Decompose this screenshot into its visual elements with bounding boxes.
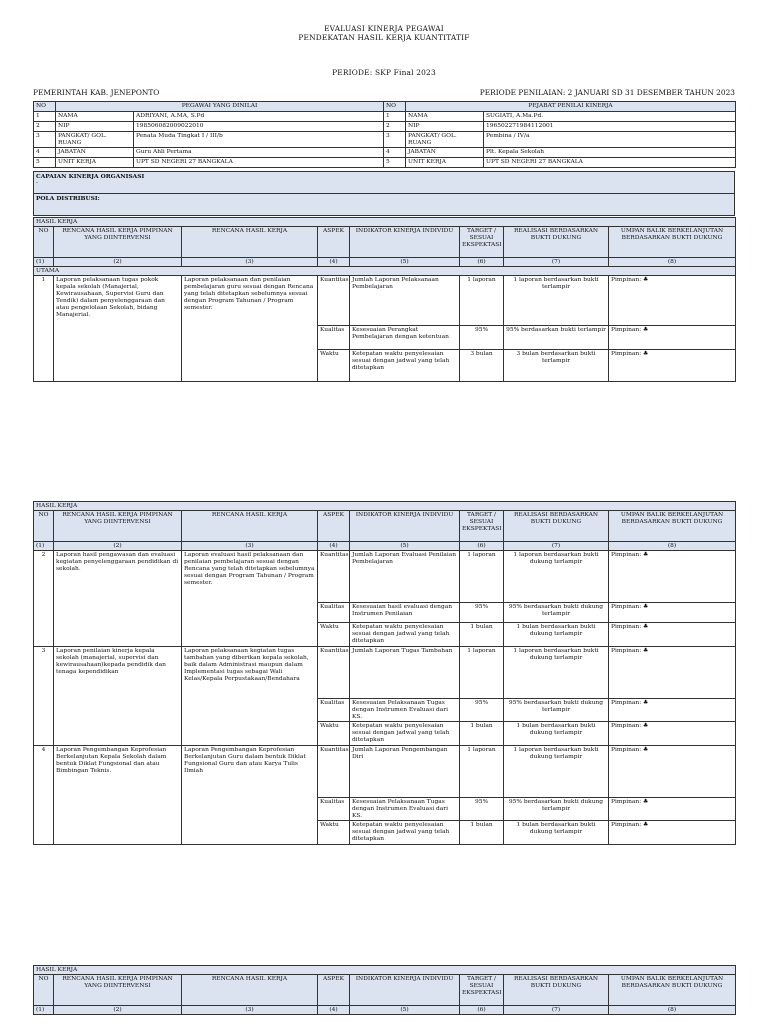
col-rhk-header: RENCANA HASIL KERJA <box>182 975 318 1006</box>
target-cell: 95% <box>460 798 504 821</box>
col-number-3: (3) <box>182 542 318 551</box>
pegawai-value: Guru Ahli Pertama <box>134 148 384 158</box>
info-no-right: 3 <box>384 132 406 148</box>
col-indikator-header: INDIKATOR KINERJA INDIVIDU <box>350 227 460 258</box>
col-target-header: TARGET / SESUAI EKSPEKTASI <box>460 227 504 258</box>
aspek-cell: Kualitas <box>318 798 350 821</box>
penilai-value: Plt. Kepala Sekolah <box>484 148 736 158</box>
col-number-4: (4) <box>318 1006 350 1015</box>
col-number-5: (5) <box>350 258 460 267</box>
hasil-kerja-row <box>34 276 736 326</box>
aspek-cell: Waktu <box>318 623 350 647</box>
hasil-kerja-table-2 <box>33 501 736 845</box>
aspek-cell: Kuantitas <box>318 647 350 699</box>
pegawai-value: 198506082009022010 <box>134 122 384 132</box>
hasil-kerja-row <box>34 746 736 798</box>
info-no: 5 <box>34 158 56 168</box>
col-indikator-header: INDIKATOR KINERJA INDIVIDU <box>350 975 460 1006</box>
col-target-header: TARGET / SESUAI EKSPEKTASI <box>460 975 504 1006</box>
info-no-right: 2 <box>384 122 406 132</box>
col-aspek-header: ASPEK <box>318 227 350 258</box>
info-label-right: JABATAN <box>406 148 484 158</box>
col-rhk-header: RENCANA HASIL KERJA <box>182 511 318 542</box>
aspek-cell: Kualitas <box>318 603 350 623</box>
info-no-header-right: NO <box>384 102 406 112</box>
info-no-right: 4 <box>384 148 406 158</box>
info-row <box>34 158 736 168</box>
col-aspek-header: ASPEK <box>318 975 350 1006</box>
info-label-right: PANGKAT/ GOL. RUANG <box>406 132 484 148</box>
indikator-cell: Kesesuaian Pelaksanaan Tugas dengan Instrumen Evaluasi dari KS. <box>350 798 460 821</box>
pegawai-value: UPT SD NEGERI 27 BANGKALA <box>134 158 384 168</box>
umpan-balik-cell: Pimpinan: ♣ <box>609 821 736 845</box>
col-number-6: (6) <box>460 258 504 267</box>
info-label: NIP <box>56 122 134 132</box>
col-number-7: (7) <box>504 258 609 267</box>
col-number-2: (2) <box>54 258 182 267</box>
penilai-value: 196502271984112001 <box>484 122 736 132</box>
penilai-value: UPT SD NEGERI 27 BANGKALA <box>484 158 736 168</box>
realisasi-cell: 3 bulan berdasarkan bukti terlampir <box>504 350 609 382</box>
doc-title-line-2: PENDEKATAN HASIL KERJA KUANTITATIF <box>298 33 470 42</box>
info-label: UNIT KERJA <box>56 158 134 168</box>
realisasi-cell: 1 bulan berdasarkan bukti dukung terlampir <box>504 623 609 647</box>
umpan-balik-cell: Pimpinan: ♣ <box>609 276 736 326</box>
umpan-balik-cell: Pimpinan: ♣ <box>609 350 736 382</box>
col-number-6: (6) <box>460 542 504 551</box>
col-number-1: (1) <box>34 1006 54 1015</box>
info-rows <box>34 112 736 168</box>
aspek-cell: Kualitas <box>318 326 350 350</box>
col-rhk-pimpinan-header: RENCANA HASIL KERJA PIMPINAN YANG DIINTERVENSI <box>54 511 182 542</box>
utama-label: UTAMA <box>34 267 736 276</box>
target-cell: 95% <box>460 603 504 623</box>
rhk-pimpinan-text: Laporan pelaksanaan tugas pokok kepala sekolah (Manajerial, Kewirausahaan, Supervisi Guru dan Tendik) dalam penyelenggaraan dan atau pengelolaan Sekolah, bidang Manajerial. <box>54 276 182 382</box>
col-number-3: (3) <box>182 258 318 267</box>
target-cell: 95% <box>460 326 504 350</box>
col-aspek-header: ASPEK <box>318 511 350 542</box>
col-rhk-header: RENCANA HASIL KERJA <box>182 227 318 258</box>
row-no: 2 <box>34 551 54 647</box>
aspek-cell: Kuantitas <box>318 276 350 326</box>
col-number-5: (5) <box>350 1006 460 1015</box>
realisasi-cell: 95% berdasarkan bukti dukung terlampir <box>504 798 609 821</box>
umpan-balik-cell: Pimpinan: ♣ <box>609 798 736 821</box>
row-no: 1 <box>34 276 54 382</box>
row-no: 3 <box>34 647 54 746</box>
info-no: 3 <box>34 132 56 148</box>
col-umpan-balik-header: UMPAN BALIK BERKELANJUTAN BERDASARKAN BUKTI DUKUNG <box>609 511 736 542</box>
indikator-cell: Ketepatan waktu penyelesaian sesuai dengan jadwal yang telah ditetapkan <box>350 821 460 845</box>
target-cell: 3 bulan <box>460 350 504 382</box>
col-number-8: (8) <box>609 1006 736 1015</box>
umpan-balik-cell: Pimpinan: ♣ <box>609 647 736 699</box>
target-cell: 95% <box>460 699 504 722</box>
aspek-cell: Waktu <box>318 821 350 845</box>
capaian-title: CAPAIAN KINERJA ORGANISASI <box>36 172 145 180</box>
indikator-cell: Kesesuaian Pelaksanaan Tugas dengan Instrumen Evaluasi dari KS. <box>350 699 460 722</box>
aspek-cell: Waktu <box>318 350 350 382</box>
rhk-text: Laporan Pengembangan Keprofesian Berkelanjutan Guru dalam bentuk Diklat Fungsional Guru dan atau Karya Tulis Ilmiah <box>182 746 318 845</box>
umpan-balik-cell: Pimpinan: ♣ <box>609 326 736 350</box>
target-cell: 1 bulan <box>460 821 504 845</box>
rhk-text: Laporan evaluasi hasil pelaksanaan dan penilaian pembelajaran sesuai dengan Rencana yang telah ditetapkan sebelumnya sesuai dengan Program Tahunan / Program semester. <box>182 551 318 647</box>
hasil-kerja-section-title: HASIL KERJA <box>34 502 736 511</box>
realisasi-cell: 1 laporan berdasarkan bukti dukung terlampir <box>504 746 609 798</box>
col-number-2: (2) <box>54 1006 182 1015</box>
col-number-8: (8) <box>609 258 736 267</box>
col-number-2: (2) <box>54 542 182 551</box>
doc-periode: PERIODE: SKP Final 2023 <box>332 68 436 77</box>
rhk-pimpinan-text: Laporan hasil pengawasan dan evaluasi kegiatan penyelenggaraan pendidikan di sekolah. <box>54 551 182 647</box>
col-no-header: NO <box>34 227 54 258</box>
aspek-cell: Waktu <box>318 722 350 746</box>
realisasi-cell: 1 bulan berdasarkan bukti dukung terlampir <box>504 821 609 845</box>
hasil-kerja-table-3 <box>33 965 736 1015</box>
col-no-header: NO <box>34 975 54 1006</box>
rhk-text: Laporan pelaksanaan dan penilaian pembelajaran guru sesuai dengan Rencana yang telah ditetapkan sebelumnya sesuai dengan Program Tahunan / Program semester. <box>182 276 318 382</box>
col-realisasi-header: REALISASI BERDASARKAN BUKTI DUKUNG <box>504 975 609 1006</box>
col-rhk-pimpinan-header: RENCANA HASIL KERJA PIMPINAN YANG DIINTERVENSI <box>54 975 182 1006</box>
rhk-pimpinan-text: Laporan penilaian kinerja kepala sekolah (manajerial, supervisi dan kewirausahaan)kepada pendidik dan tenaga kependidikan <box>54 647 182 746</box>
info-label-right: NIP <box>406 122 484 132</box>
row-no: 4 <box>34 746 54 845</box>
info-no-right: 1 <box>384 112 406 122</box>
col-number-3: (3) <box>182 1006 318 1015</box>
realisasi-cell: 1 laporan berdasarkan bukti terlampir <box>504 276 609 326</box>
col-indikator-header: INDIKATOR KINERJA INDIVIDU <box>350 511 460 542</box>
period-line <box>33 88 735 97</box>
indikator-cell: Jumlah Laporan Tugas Tambahan <box>350 647 460 699</box>
info-row <box>34 132 736 148</box>
col-number-4: (4) <box>318 542 350 551</box>
col-number-7: (7) <box>504 542 609 551</box>
info-label-right: UNIT KERJA <box>406 158 484 168</box>
aspek-cell: Kualitas <box>318 699 350 722</box>
periode-penilaian-label: PERIODE PENILAIAN: 2 JANUARI SD 31 DESEMBER TAHUN 2023 <box>479 88 735 97</box>
aspek-cell: Kuantitas <box>318 746 350 798</box>
col-number-7: (7) <box>504 1006 609 1015</box>
col-realisasi-header: REALISASI BERDASARKAN BUKTI DUKUNG <box>504 227 609 258</box>
info-label: NAMA <box>56 112 134 122</box>
col-number-1: (1) <box>34 542 54 551</box>
col-no-header: NO <box>34 511 54 542</box>
hasil-kerja-row <box>34 551 736 603</box>
umpan-balik-cell: Pimpinan: ♣ <box>609 746 736 798</box>
indikator-cell: Jumlah Laporan Pengembangan Diri <box>350 746 460 798</box>
pegawai-value: ADRIYANI, A.MA, S.Pd <box>134 112 384 122</box>
info-label-right: NAMA <box>406 112 484 122</box>
umpan-balik-cell: Pimpinan: ♣ <box>609 603 736 623</box>
indikator-cell: Ketepatan waktu penyelesaian sesuai dengan jadwal yang telah ditetapkan <box>350 350 460 382</box>
info-row <box>34 112 736 122</box>
info-row <box>34 148 736 158</box>
umpan-balik-cell: Pimpinan: ♣ <box>609 699 736 722</box>
pemerintah-label: PEMERINTAH KAB. JENEPONTO <box>33 88 160 97</box>
target-cell: 1 bulan <box>460 623 504 647</box>
realisasi-cell: 95% berdasarkan bukti dukung terlampir <box>504 699 609 722</box>
info-no-right: 5 <box>384 158 406 168</box>
hasil-kerja-section-title: HASIL KERJA <box>34 218 736 227</box>
indikator-cell: Kesesuaian Perangkat Pembelajaran dengan ketentuan <box>350 326 460 350</box>
col-umpan-balik-header: UMPAN BALIK BERKELANJUTAN BERDASARKAN BUKTI DUKUNG <box>609 227 736 258</box>
col-number-6: (6) <box>460 1006 504 1015</box>
indikator-cell: Jumlah Laporan Pelaksanaan Pembelajaran <box>350 276 460 326</box>
hasil-kerja-row <box>34 647 736 699</box>
pola-title: POLA DISTRIBUSI: <box>36 194 100 202</box>
target-cell: 1 bulan <box>460 722 504 746</box>
target-cell: 1 laporan <box>460 276 504 326</box>
pegawai-value: Penata Muda Tingkat I / III/b <box>134 132 384 148</box>
target-cell: 1 laporan <box>460 551 504 603</box>
umpan-balik-cell: Pimpinan: ♣ <box>609 551 736 603</box>
indikator-cell: Ketepatan waktu penyelesaian sesuai dengan jadwal yang telah ditetapkan <box>350 623 460 647</box>
info-no: 1 <box>34 112 56 122</box>
realisasi-cell: 95% berdasarkan bukti dukung terlampir <box>504 603 609 623</box>
capaian-value: - <box>36 179 38 186</box>
info-row <box>34 122 736 132</box>
col-number-5: (5) <box>350 542 460 551</box>
info-no: 2 <box>34 122 56 132</box>
indikator-cell: Ketepatan waktu penyelesaian sesuai dengan jadwal yang telah ditetapkan <box>350 722 460 746</box>
realisasi-cell: 1 laporan berdasarkan bukti dukung terlampir <box>504 551 609 603</box>
pegawai-header: PEGAWAI YANG DINILAI <box>56 102 384 112</box>
penilai-value: Pembina / IV/a <box>484 132 736 148</box>
col-umpan-balik-header: UMPAN BALIK BERKELANJUTAN BERDASARKAN BUKTI DUKUNG <box>609 975 736 1006</box>
target-cell: 1 laporan <box>460 746 504 798</box>
umpan-balik-cell: Pimpinan: ♣ <box>609 623 736 647</box>
realisasi-cell: 95% berdasarkan bukti terlampir <box>504 326 609 350</box>
aspek-cell: Kuantitas <box>318 551 350 603</box>
rhk-pimpinan-text: Laporan Pengembangan Keprofesian Berkelanjutan Kepala Sekolah dalam bentuk Diklat Fungsional dan atau Bimbingan Teknis. <box>54 746 182 845</box>
indikator-cell: Kesesuaian hasil evaluasi dengan Instrumen Penilaian <box>350 603 460 623</box>
col-number-8: (8) <box>609 542 736 551</box>
realisasi-cell: 1 bulan berdasarkan bukti dukung terlampir <box>504 722 609 746</box>
realisasi-cell: 1 laporan berdasarkan bukti dukung terlampir <box>504 647 609 699</box>
info-no: 4 <box>34 148 56 158</box>
col-number-1: (1) <box>34 258 54 267</box>
col-target-header: TARGET / SESUAI EKSPEKTASI <box>460 511 504 542</box>
col-number-4: (4) <box>318 258 350 267</box>
rhk-text: Laporan pelaksanaan kegiatan tugas tambahan yang diberikan kepala sekolah, baik dalam Administrasi maupun dalam Implementasi tugas sebagai Wali Kelas/Kepala Perpustakaan/Bendahara <box>182 647 318 746</box>
col-realisasi-header: REALISASI BERDASARKAN BUKTI DUKUNG <box>504 511 609 542</box>
info-no-header: NO <box>34 102 56 112</box>
employee-info-table <box>33 101 736 168</box>
hasil-kerja-table-1 <box>33 217 736 382</box>
col-rhk-pimpinan-header: RENCANA HASIL KERJA PIMPINAN YANG DIINTERVENSI <box>54 227 182 258</box>
info-label: PANGKAT/ GOL. RUANG <box>56 132 134 148</box>
doc-title-line-1: EVALUASI KINERJA PEGAWAI <box>324 24 444 33</box>
umpan-balik-cell: Pimpinan: ♣ <box>609 722 736 746</box>
penilai-value: SUGIATI, A.Ma.Pd. <box>484 112 736 122</box>
capaian-table <box>33 171 735 216</box>
info-label: JABATAN <box>56 148 134 158</box>
penilai-header: PEJABAT PENILAI KINERJA <box>406 102 736 112</box>
indikator-cell: Jumlah Laporan Evaluasi Penilaian Pembelajaran <box>350 551 460 603</box>
target-cell: 1 laporan <box>460 647 504 699</box>
hasil-kerja-section-title: HASIL KERJA <box>34 966 736 975</box>
